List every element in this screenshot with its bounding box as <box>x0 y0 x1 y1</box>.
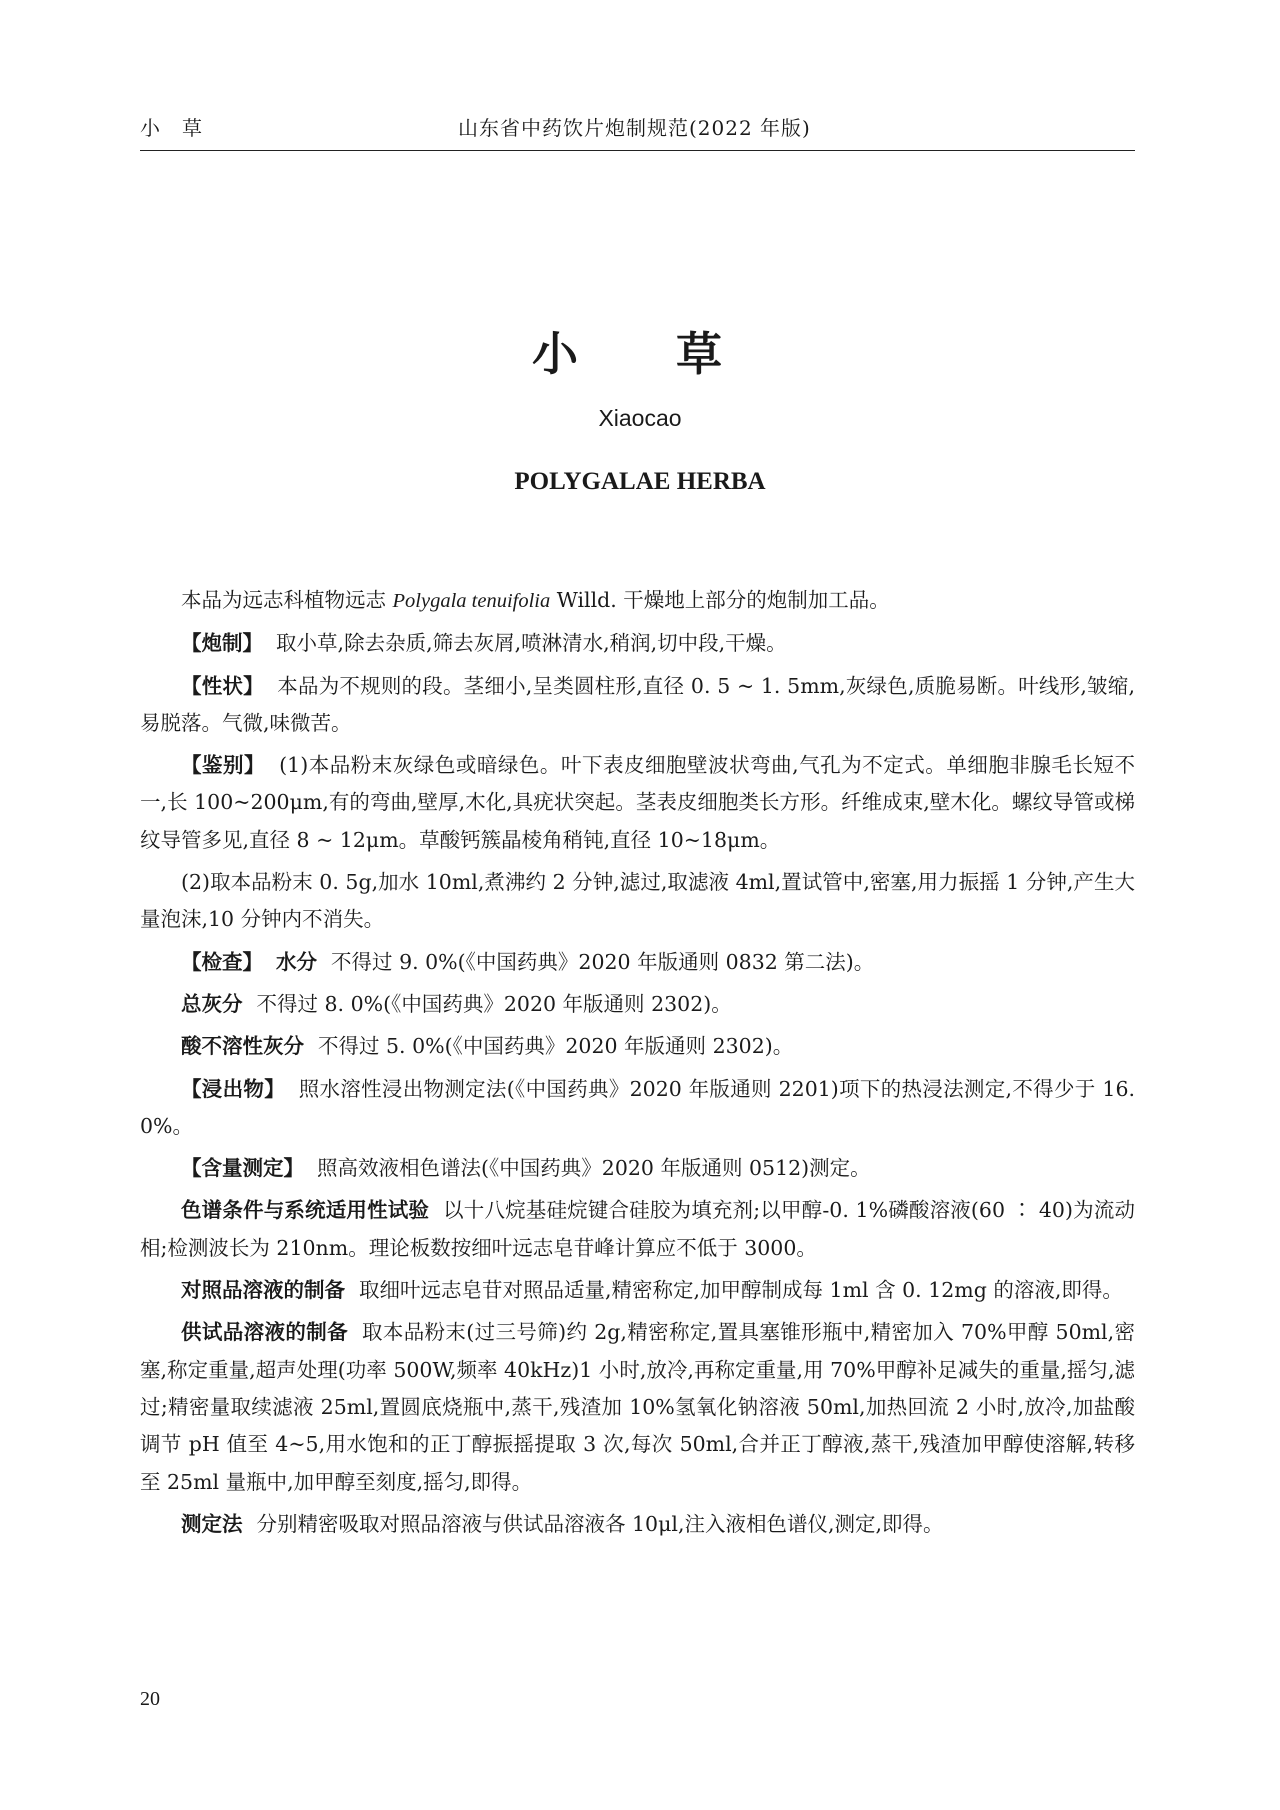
method-label: 测定法 <box>181 1511 243 1536</box>
species-name: Polygala tenuifolia <box>392 590 551 612</box>
assay-paragraph <box>140 1150 1135 1187</box>
moisture-label: 水分 <box>276 949 318 974</box>
sample-solution-text: 取本品粉末(过三号筛)约 2g,精密称定,置具塞锥形瓶中,精密加入 70%甲醇 50ml,密塞,称定重量,超声处理(功率 500W,频率 40kHz)1 小时,放冷,再称定重量,用 70%甲醇补足减失的重量,摇匀,滤过;精密量取续滤液 25ml,置圆底烧瓶中,蒸干,残渣加 10%氢氧化钠溶液 50ml,加热回流 2 小时,放冷,加盐酸调节 pH 值至 4~5,用水饱和的正丁醇振摇提取 3 次,每次 50ml,合并正丁醇液,蒸干,残渣加甲醇使溶解,转移至 25ml 量瓶中,加甲醇至刻度,摇匀,即得。 <box>140 1320 1136 1494</box>
reference-solution-label: 对照品溶液的制备 <box>181 1278 345 1303</box>
extract-paragraph <box>140 1071 1135 1146</box>
pinyin-name: Xiaocao <box>598 405 682 431</box>
chromatography-text: 以十八烷基硅烷键合硅胶为填充剂;以甲醇-0. 1%磷酸溶液(60 ∶ 40)为流动相;检测波长为 210nm。理论板数按细叶远志皂苷峰计算应不低于 3000。 <box>140 1198 1135 1260</box>
description-tag: 【性状】 <box>181 673 264 698</box>
processing-text: 取小草,除去杂质,筛去灰屑,喷淋清水,稍润,切中段,干燥。 <box>276 631 787 656</box>
acid-ash-text: 不得过 5. 0%(《中国药典》2020 年版通则 2302)。 <box>318 1034 794 1059</box>
chromatography-label: 色谱条件与系统适用性试验 <box>181 1198 430 1223</box>
identification-paragraph-2 <box>140 864 1135 939</box>
total-ash-text: 不得过 8. 0%(《中国药典》2020 年版通则 2302)。 <box>256 991 732 1016</box>
header-section-name: 小 草 <box>140 116 203 140</box>
identification-paragraph-1 <box>140 747 1135 859</box>
identification-tag: 【鉴别】 <box>181 753 266 778</box>
inspection-tag: 【检查】 <box>181 949 263 974</box>
description-paragraph <box>140 668 1135 743</box>
sample-solution-label: 供试品溶液的制备 <box>181 1320 348 1345</box>
total-ash-paragraph <box>140 986 1135 1023</box>
intro-paragraph <box>140 582 1135 620</box>
description-text: 本品为不规则的段。茎细小,呈类圆柱形,直径 0. 5 ~ 1. 5mm,灰绿色,质脆易断。叶线形,皱缩,易脱落。气微,味微苦。 <box>140 673 1135 735</box>
extract-tag: 【浸出物】 <box>181 1076 286 1101</box>
processing-tag: 【炮制】 <box>181 631 263 656</box>
total-ash-label: 总灰分 <box>181 991 243 1016</box>
sample-solution-paragraph <box>140 1314 1135 1500</box>
reference-solution-text: 取细叶远志皂苷对照品适量,精密称定,加甲醇制成每 1ml 含 0. 12mg 的溶液,即得。 <box>359 1278 1123 1303</box>
reference-solution-paragraph <box>140 1272 1135 1309</box>
acid-ash-label: 酸不溶性灰分 <box>181 1034 304 1059</box>
latin-name: POLYGALAE HERBA <box>514 468 766 495</box>
acid-ash-paragraph <box>140 1028 1135 1065</box>
extract-text: 照水溶性浸出物测定法(《中国药典》2020 年版通则 2201)项下的热浸法测定,不得少于 16. 0%。 <box>140 1076 1135 1138</box>
header-book-title: 山东省中药饮片炮制规范(2022 年版) <box>458 116 811 140</box>
identification-text-1: (1)本品粉末灰绿色或暗绿色。叶下表皮细胞壁波状弯曲,气孔为不定式。单细胞非腺毛长短不一,长 100~200μm,有的弯曲,壁厚,木化,具疣状突起。茎表皮细胞类长方形。纤维成束,壁木化。螺纹导管或梯纹导管多见,直径 8 ~ 12μm。草酸钙簇晶棱角稍钝,直径 10~18μm。 <box>140 753 1135 852</box>
inspection-paragraph <box>140 944 1135 981</box>
intro-text-pre: 本品为远志科植物远志 <box>181 588 393 612</box>
assay-tag: 【含量测定】 <box>181 1156 304 1181</box>
method-text: 分别精密吸取对照品溶液与供试品溶液各 10μl,注入液相色谱仪,测定,即得。 <box>256 1511 944 1536</box>
running-header <box>140 112 1140 144</box>
processing-paragraph <box>140 625 1135 662</box>
identification-text-2: (2)取本品粉末 0. 5g,加水 10ml,煮沸约 2 分钟,滤过,取滤液 4ml,置试管中,密塞,用力振摇 1 分钟,产生大量泡沫,10 分钟内不消失。 <box>140 870 1135 932</box>
page-number: 20 <box>140 1688 160 1710</box>
moisture-text: 不得过 9. 0%(《中国药典》2020 年版通则 0832 第二法)。 <box>331 949 875 974</box>
assay-text: 照高效液相色谱法(《中国药典》2020 年版通则 0512)测定。 <box>317 1156 871 1181</box>
monograph-title: 小 草 <box>532 327 748 381</box>
intro-text-post: Willd. 干燥地上部分的炮制加工品。 <box>550 588 890 612</box>
monograph-body <box>140 582 1135 1548</box>
header-rule <box>140 150 1135 151</box>
chromatography-paragraph <box>140 1192 1135 1267</box>
method-paragraph <box>140 1506 1135 1543</box>
